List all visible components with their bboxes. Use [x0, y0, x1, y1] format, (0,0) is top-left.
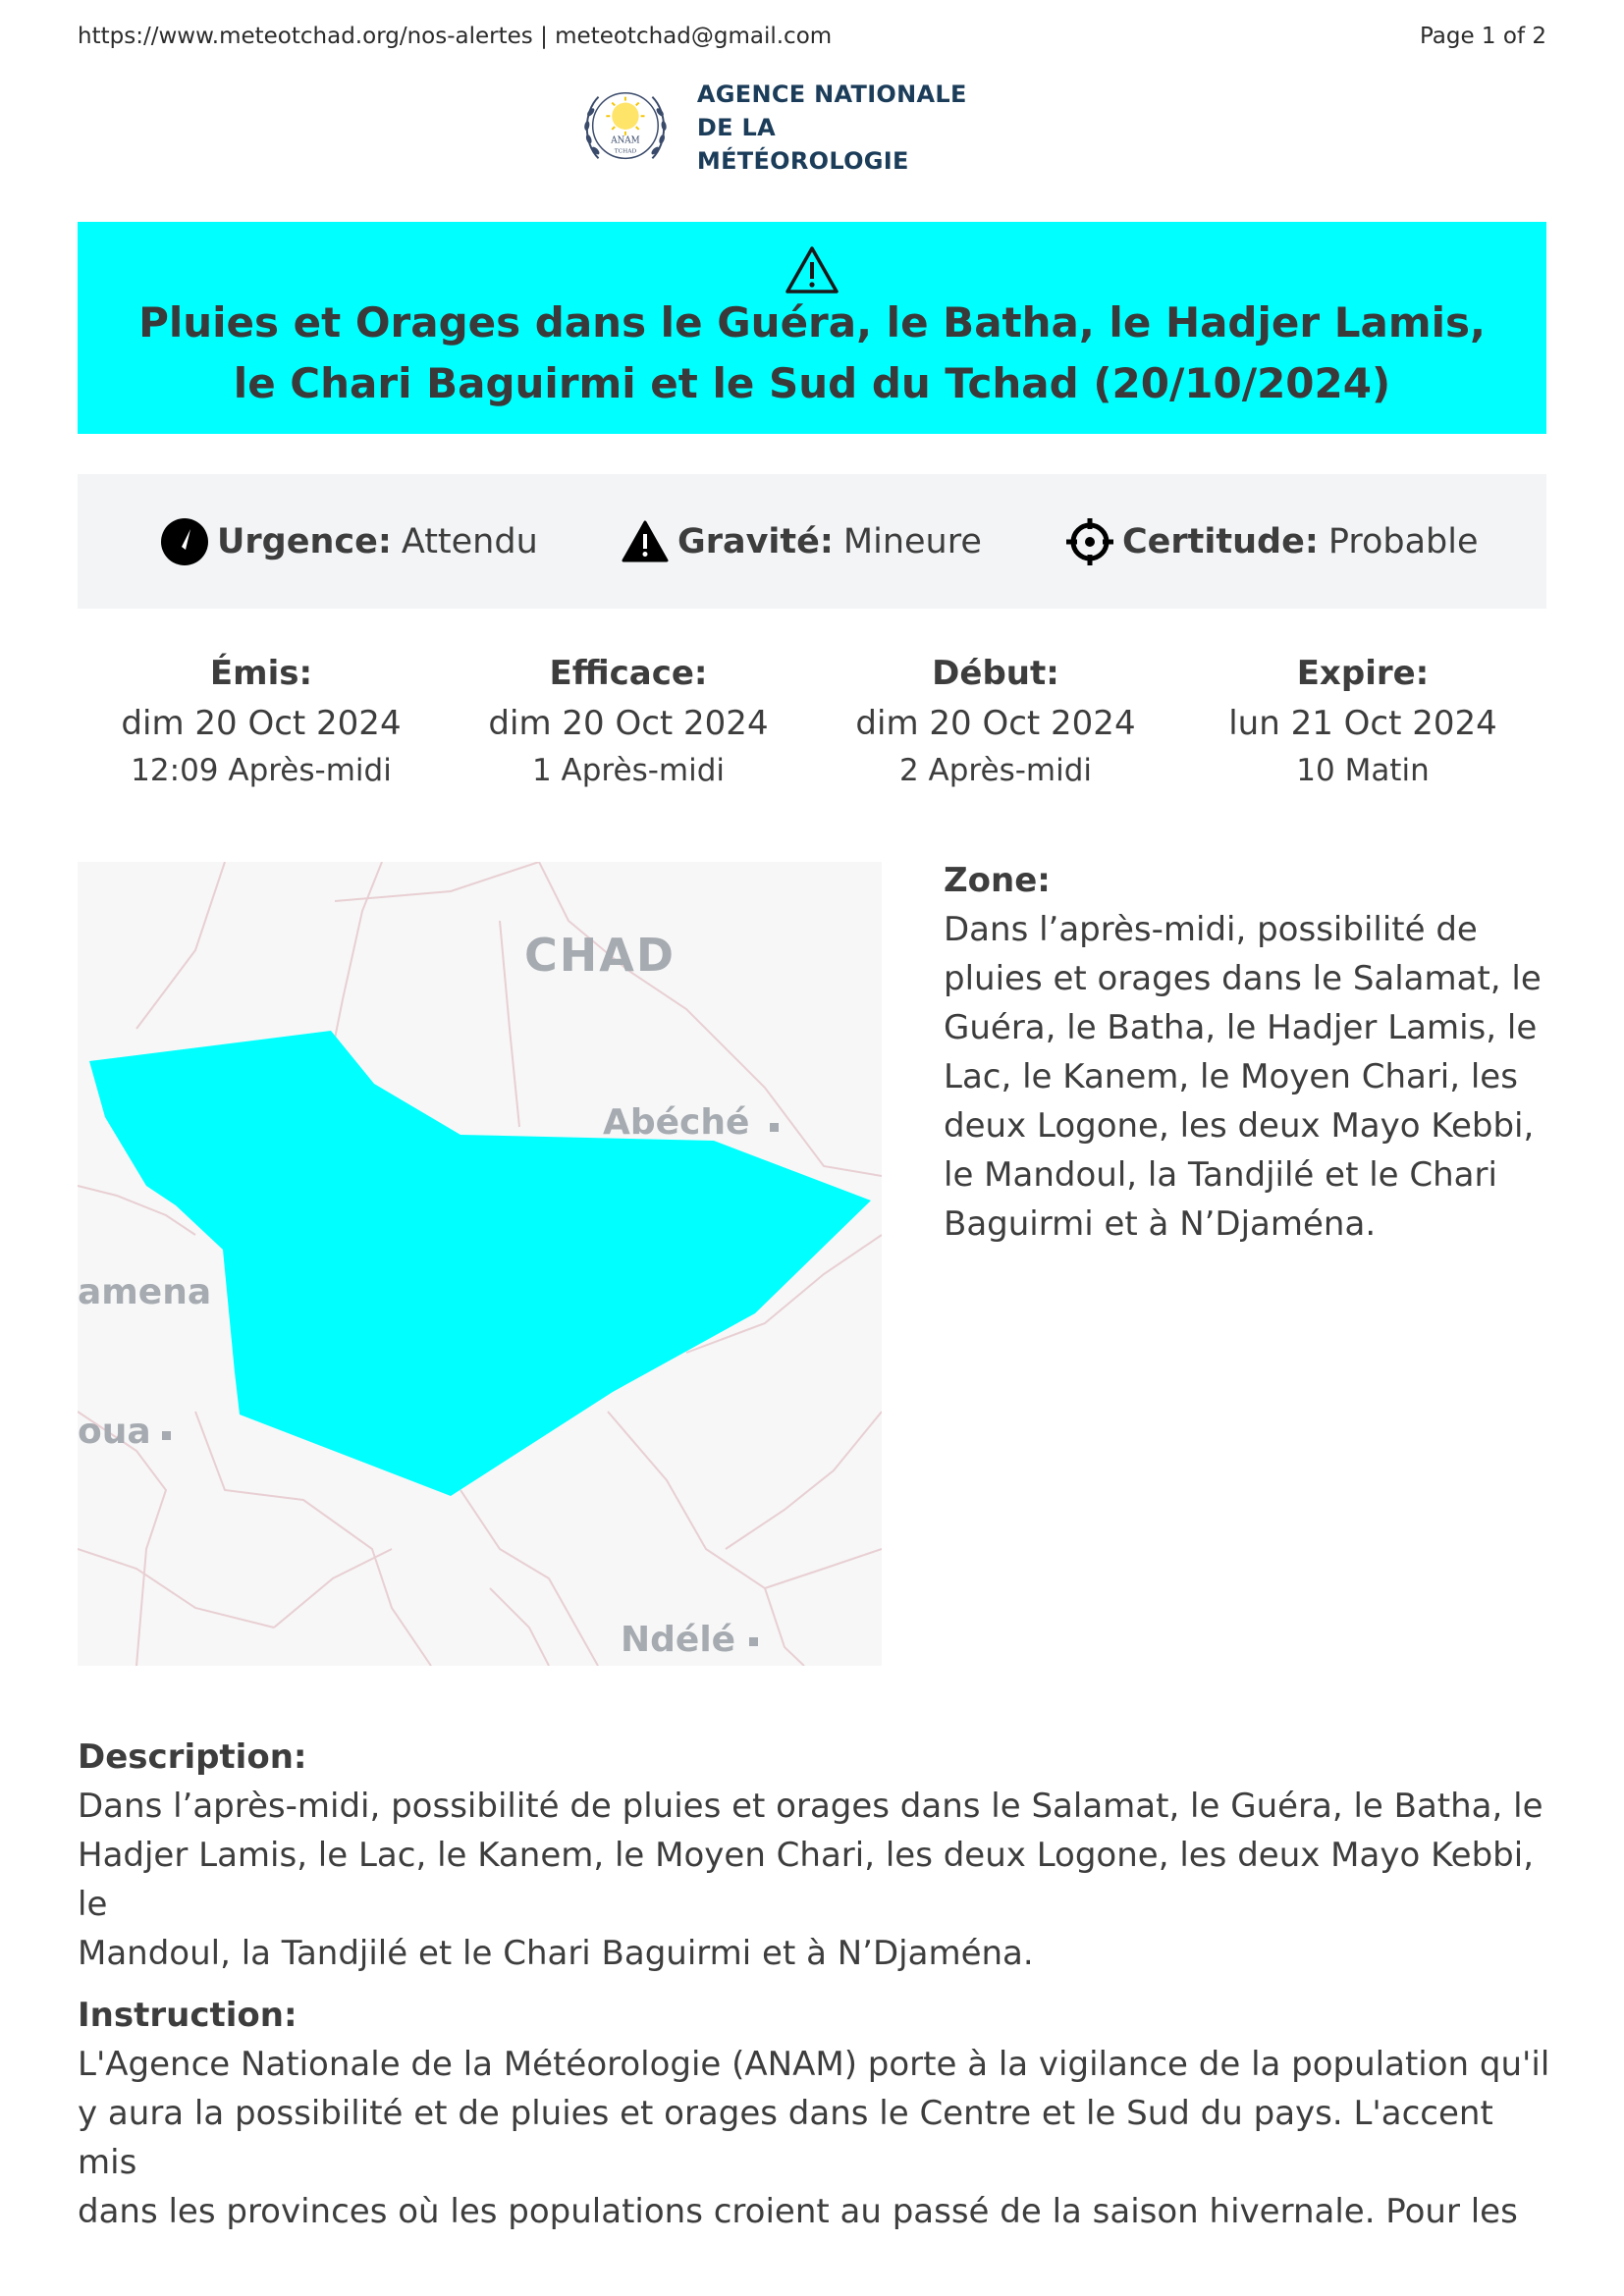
- severity-label: Gravité:: [677, 522, 834, 561]
- urgency-item: [160, 517, 538, 566]
- page-number: Page 1 of 2: [1419, 24, 1546, 49]
- border-line: [500, 921, 519, 1127]
- description-line: Hadjer Lamis, le Lac, le Kanem, le Moyen Chari, les deux Logone, les deux Mayo Kebbi, le: [78, 1836, 1535, 1924]
- instruction-text: [78, 2040, 1550, 2236]
- zone-line: Guéra, le Batha, le Hadjer Lamis, le: [944, 1008, 1538, 1047]
- alert-title-line1: Pluies et Orages dans le Guéra, le Batha, le Hadjer Lamis,: [138, 298, 1486, 347]
- zone-line: Lac, le Kanem, le Moyen Chari, les: [944, 1057, 1518, 1096]
- alert-title-line2: le Chari Baguirmi et le Sud du Tchad (20/10/2024): [233, 359, 1391, 407]
- city-marker: [162, 1431, 171, 1440]
- description-title: Description:: [78, 1737, 307, 1777]
- date-label: Début:: [932, 654, 1059, 693]
- map-label-ndele: Ndélé: [621, 1620, 736, 1660]
- alert-dates: [78, 648, 1546, 795]
- instruction-line: dans les provinces où les populations croient au passé de la saison hivernale. Pour les: [78, 2192, 1518, 2231]
- certainty-value: Probable: [1327, 522, 1479, 561]
- anam-seal-icon: [577, 82, 674, 173]
- date-day: dim 20 Oct 2024: [121, 704, 402, 743]
- description-section: [78, 1733, 1550, 1978]
- zone-line: Baguirmi et à N’Djaména.: [944, 1204, 1377, 1244]
- instruction-line: L'Agence Nationale de la Météorologie (ANAM) porte à la vigilance de la population qu'il: [78, 2045, 1550, 2084]
- warning-outline-icon: [784, 244, 840, 295]
- date-expires: [1179, 648, 1546, 795]
- agency-logo: [577, 82, 990, 173]
- zone-line: Dans l’après-midi, possibilité de: [944, 910, 1478, 949]
- city-marker: [770, 1123, 779, 1132]
- zone-text: [944, 905, 1546, 1249]
- date-label: Efficace:: [549, 654, 708, 693]
- seal-subtext: TCHAD: [614, 148, 637, 155]
- zone-line: pluies et orages dans le Salamat, le: [944, 959, 1542, 998]
- agency-name: [697, 78, 990, 178]
- instruction-section: [78, 1991, 1550, 2236]
- crosshair-icon: [1065, 517, 1114, 566]
- description-line: Mandoul, la Tandjilé et le Chari Baguirmi et à N’Djaména.: [78, 1934, 1034, 1973]
- map-label-moundou: oua: [78, 1412, 151, 1452]
- date-time: 1 Après-midi: [531, 753, 726, 788]
- map-label-ndjamena: amena: [78, 1272, 212, 1312]
- date-onset: [812, 648, 1179, 795]
- agency-name-line1: AGENCE NATIONALE: [696, 80, 967, 108]
- urgency-value: Attendu: [401, 522, 538, 561]
- alert-meta-box: [78, 474, 1546, 609]
- border-line: [274, 1549, 392, 1628]
- alert-area-polygon[interactable]: [89, 1031, 871, 1496]
- zone-line: deux Logone, les deux Mayo Kebbi,: [944, 1106, 1535, 1146]
- zone-line: le Mandoul, la Tandjilé et le Chari: [944, 1155, 1497, 1195]
- date-day: dim 20 Oct 2024: [855, 704, 1136, 743]
- date-effective: [445, 648, 812, 795]
- date-label: Émis:: [209, 654, 313, 693]
- border-line: [335, 862, 382, 1039]
- description-line: Dans l’après-midi, possibilité de pluies et orages dans le Salamat, le Guéra, le Batha, le: [78, 1787, 1543, 1826]
- description-text: [78, 1782, 1550, 1978]
- site-url-link[interactable]: https://www.meteotchad.org/nos-alertes: [78, 24, 533, 49]
- instruction-title: Instruction:: [78, 1996, 298, 2035]
- border-line: [460, 1490, 598, 1666]
- border-line: [765, 1588, 804, 1666]
- severity-item: [621, 517, 982, 566]
- header-contact: [78, 24, 832, 49]
- border-line: [608, 1412, 882, 1588]
- border-line: [726, 1412, 882, 1549]
- severity-value: Mineure: [842, 522, 982, 561]
- border-line: [136, 862, 225, 1029]
- date-issued: [78, 648, 445, 795]
- date-time: 2 Après-midi: [898, 753, 1093, 788]
- date-day: dim 20 Oct 2024: [488, 704, 769, 743]
- map-label-chad: CHAD: [524, 929, 677, 982]
- agency-name-line2: DE LA MÉTÉOROLOGIE: [696, 114, 909, 175]
- alert-area-map[interactable]: [78, 862, 882, 1666]
- border-line: [78, 1549, 274, 1628]
- zone-title: Zone:: [944, 861, 1051, 900]
- border-line: [490, 1588, 549, 1666]
- map-label-abeche: Abéché: [603, 1102, 750, 1143]
- alert-title: [107, 293, 1517, 414]
- date-time: 12:09 Après-midi: [131, 753, 392, 788]
- contact-email[interactable]: | meteotchad@gmail.com: [532, 24, 833, 49]
- date-day: lun 21 Oct 2024: [1228, 704, 1497, 743]
- date-label: Expire:: [1296, 654, 1430, 693]
- page-header: [78, 24, 1546, 49]
- alert-banner: [78, 222, 1546, 434]
- city-marker: [749, 1637, 758, 1646]
- certainty-label: Certitude:: [1122, 522, 1319, 561]
- clock-icon: [160, 517, 209, 566]
- instruction-line: y aura la possibilité et de pluies et orages dans le Centre et le Sud du pays. L'accent mis: [78, 2094, 1493, 2182]
- seal-text: ANAM: [611, 135, 640, 146]
- certainty-item: [1065, 517, 1479, 566]
- urgency-label: Urgence:: [217, 522, 392, 561]
- zone-section: [944, 856, 1546, 1249]
- map-canvas: [78, 862, 882, 1666]
- border-line: [335, 862, 539, 901]
- warning-icon: [621, 517, 670, 566]
- date-time: 10 Matin: [1296, 753, 1430, 788]
